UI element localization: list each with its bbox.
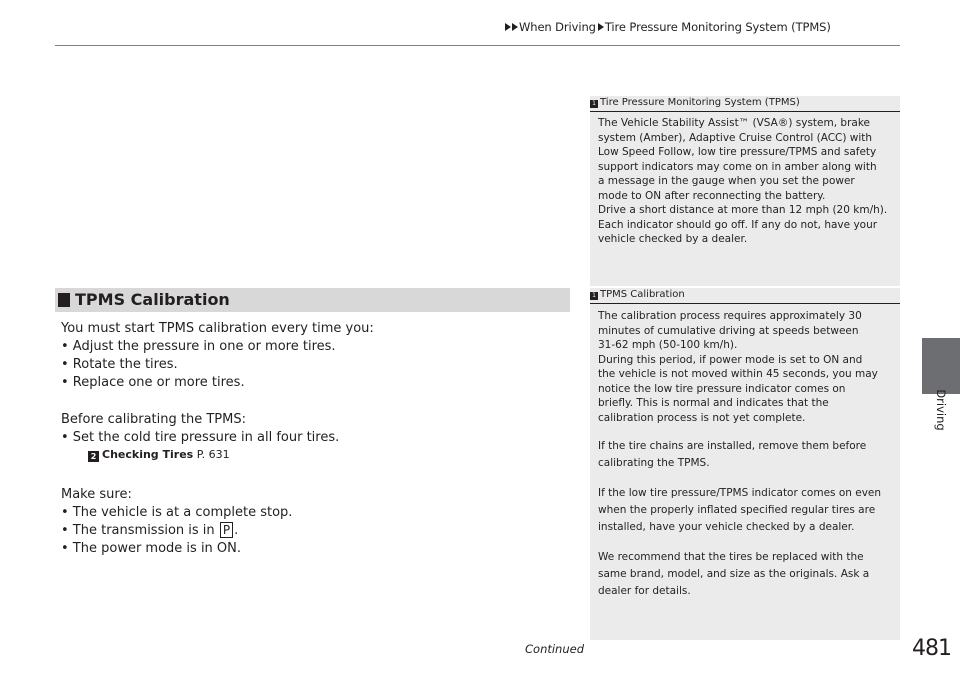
note-line: 31-62 mph (50-100 km/h). <box>598 339 738 351</box>
gear-p-icon: P <box>220 522 233 538</box>
note-line: The Vehicle Stability Assist™ (VSA®) system, brake <box>598 117 870 129</box>
header-divider <box>55 45 900 46</box>
note-line: dealer for details. <box>598 585 691 597</box>
note-line: installed, have your vehicle checked by a dealer. <box>598 521 855 533</box>
cross-reference-link[interactable] <box>88 448 230 462</box>
section-square-icon <box>58 293 70 307</box>
note-line: notice the low tire pressure indicator comes on <box>598 382 846 395</box>
breadcrumb <box>505 20 831 34</box>
section-heading-bar <box>55 288 570 312</box>
note-line: when the properly inflated specified regular tires are <box>598 504 876 516</box>
note-divider <box>590 303 900 304</box>
transmission-text: • The transmission is in <box>61 523 215 538</box>
note-line: Each indicator should go off. If any do not, have your <box>598 218 878 231</box>
note-heading-text: TPMS Calibration <box>600 289 685 300</box>
list-item: • The power mode is in ON. <box>61 541 242 556</box>
breadcrumb-arrow-icon <box>505 23 511 31</box>
make-sure-text: Make sure: <box>61 487 132 502</box>
breadcrumb-item-tpms[interactable]: Tire Pressure Monitoring System (TPMS) <box>604 20 831 34</box>
note-heading-tpms <box>590 97 800 108</box>
chapter-tab-label: Driving <box>934 389 948 431</box>
intro-text: You must start TPMS calibration every time you: <box>61 321 374 336</box>
note-line: Drive a short distance at more than 12 mph (20 km/h). <box>598 204 888 216</box>
reference-arrow-icon: 2 <box>88 451 99 462</box>
note-line: same brand, model, and size as the originals. Ask a <box>598 568 870 580</box>
list-item: • The vehicle is at a complete stop. <box>61 505 293 520</box>
note-heading-text: Tire Pressure Monitoring System (TPMS) <box>600 97 800 108</box>
note-divider <box>590 111 900 112</box>
note-line: The calibration process requires approximately 30 <box>598 310 862 322</box>
list-item: • Rotate the tires. <box>61 357 178 372</box>
note-body-tpms <box>598 116 896 247</box>
list-item: • Replace one or more tires. <box>61 375 245 390</box>
page-number: 481 <box>912 636 951 661</box>
list-item <box>61 522 238 540</box>
note-line: minutes of cumulative driving at speeds between <box>598 324 859 337</box>
list-item: • Set the cold tire pressure in all four tires. <box>61 430 340 445</box>
note-line: If the tire chains are installed, remove them before <box>598 440 867 452</box>
before-text: Before calibrating the TPMS: <box>61 412 246 427</box>
note-line: If the low tire pressure/TPMS indicator comes on even <box>598 487 882 499</box>
note-line: system (Amber), Adaptive Cruise Control (ACC) with <box>598 131 873 144</box>
note-line: vehicle checked by a dealer. <box>598 233 748 245</box>
note-line: Low Speed Follow, low tire pressure/TPMS and safety <box>598 146 877 158</box>
breadcrumb-item-when-driving[interactable]: When Driving <box>519 20 596 34</box>
transmission-text-end: . <box>234 523 239 538</box>
note-line: calibration process is not yet complete. <box>598 411 806 424</box>
reference-title: Checking Tires <box>102 448 194 461</box>
note-body-calibration <box>598 309 896 600</box>
note-marker-icon: 1 <box>590 292 598 300</box>
note-line: mode to ON after reconnecting the battery. <box>598 189 826 202</box>
note-line: a message in the gauge when you set the power <box>598 175 855 187</box>
note-line: During this period, if power mode is set to ON and <box>598 353 863 366</box>
breadcrumb-arrow-icon <box>598 23 604 31</box>
reference-page: P. 631 <box>196 448 230 461</box>
note-line: We recommend that the tires be replaced with the <box>598 551 864 563</box>
continued-label: Continued <box>525 642 585 656</box>
section-title: TPMS Calibration <box>75 290 230 309</box>
note-line: calibrating the TPMS. <box>598 457 710 469</box>
note-heading-calibration <box>590 289 685 300</box>
note-line: briefly. This is normal and indicates that the <box>598 397 829 409</box>
list-item: • Adjust the pressure in one or more tires. <box>61 339 336 354</box>
note-marker-icon: 1 <box>590 100 598 108</box>
note-line: the vehicle is not moved within 45 seconds, you may <box>598 368 878 380</box>
note-line: support indicators may come on in amber along with <box>598 160 877 173</box>
breadcrumb-arrow-icon <box>512 23 518 31</box>
